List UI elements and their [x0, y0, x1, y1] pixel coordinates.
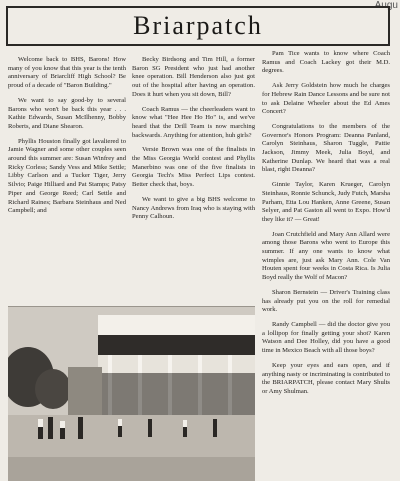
column-1 [8, 56, 126, 222]
col3-paragraph: Ask Jerry Goldstein how much he charges for Hebrew Rain Dance Lessons and be sure not to ask Delaine Wheeler about the Ed Ames Concert? [262, 82, 390, 116]
tree-left-2 [35, 369, 71, 409]
column-3 [262, 50, 390, 403]
col3-paragraph: Congratulations to the members of the Governor's Honors Program: Deanna Panland, Carolyn Steinhaus, Sharon Tuggle, Pattie Jackson, Jimmy Meek, Julia Boyd, and Katherine Dunlap. We heard that was a real blast, right Deanna? [262, 122, 390, 174]
col2-paragraph: Coach Ramus — the cheerleaders want to know what "Hee Hee Ho Ho" is, and we've heard that the Drill Team is now marching backwards. Anything for attention, huh girls? [132, 105, 255, 139]
masthead-title: Briarpatch [133, 11, 263, 40]
building-upper-windows [98, 335, 255, 355]
col3-paragraph: Ginnie Taylor, Karen Krueger, Carolyn Steinhaus, Ronnie Schunck, Judy Futch, Marsha Parham, Etta Lou Hanken, Anne Greene, Susan Selyer, and Pat Gaston all went to Expo. How'd they like it? — Great! [262, 181, 390, 223]
header-fragment: Augu [374, 0, 398, 11]
foreground-lawn [8, 457, 255, 481]
col1-paragraph: Welcome back to BHS, Barons! How many of you know that this year is the tenth anniversary of Briarcliff High School? Be proud of a decade of "Baron Building." [8, 56, 126, 90]
building-lower-shadow [98, 373, 255, 415]
col1-paragraph: Phyllis Houston finally got lavaliered to Jamie Wagner and some other couples seen around this summer are: Susan Winfrey and Ricky Corless; Sandy Vess and Mike Settle; Libby Carlson and a Tucker Tiger, Jerry Silvio; Paige Hilliard and Pat Stamps; Patsy Piper and George Reed; Carl Settle and Richard Raines; Barbara Steinhaus and Ned Campbell; and [8, 137, 126, 215]
school-building-photo [8, 306, 255, 481]
building-roof-band [98, 315, 255, 335]
col2-paragraph: Becky Birdsong and Tim Hill, a former Baron SG President who just had another knee operation. Bill Henderson also just got out of the hospital after having an operation. Does it hurt when you sit down, Bill? [132, 56, 255, 98]
building-side-wing [68, 367, 102, 415]
col3-paragraph: Keep your eyes and ears open, and if anything nasty or incriminating is contributed to the BRIARPATCH, please contact Mary Shults or Amy Shulman. [262, 361, 390, 395]
building-photo-illustration [8, 307, 255, 481]
col3-paragraph: Sharon Bernstein — Driver's Training class has already put you on the roll for remedial work. [262, 288, 390, 314]
col2-paragraph: Versie Brown was one of the finalists in the Miss Georgia World contest and Phyllis Manerbino was one of the five finalists in Georgia Tech's Miss Perfect Lips contest. Better check that, boys. [132, 146, 255, 189]
col2-paragraph: We want to give a big BHS welcome to Nancy Andrews from Iraq who is staying with Penny Calhoun. [132, 195, 255, 221]
col3-paragraph: Joan Crutchfield and Mary Ann Allard were among those Barons who went to Europe this summer. If any one wants to know what wimples are, just ask Mary Ann. Cole Van Houten spent four weeks in Costa Rica. Is Julia Boyd really the Wolf of Macon? [262, 230, 390, 282]
col3-paragraph: Randy Campbell — did the doctor give you a lollipop for finally getting your shot? Karen Watson and Dee Holley, did you have a good time in Mexico Beach with all those boys? [262, 320, 390, 355]
col3-paragraph: Pam Tice wants to know where Coach Ramus and Coach Lackey got their M.D. degrees. [262, 50, 390, 75]
column-2 [132, 56, 255, 228]
masthead [6, 6, 390, 46]
col1-paragraph: We want to say good-by to several Barons who won't be back this year . . . Kathie Edwards, Susan McIlhenny, Bobby Roberts, and Diane Shearon. [8, 96, 126, 130]
